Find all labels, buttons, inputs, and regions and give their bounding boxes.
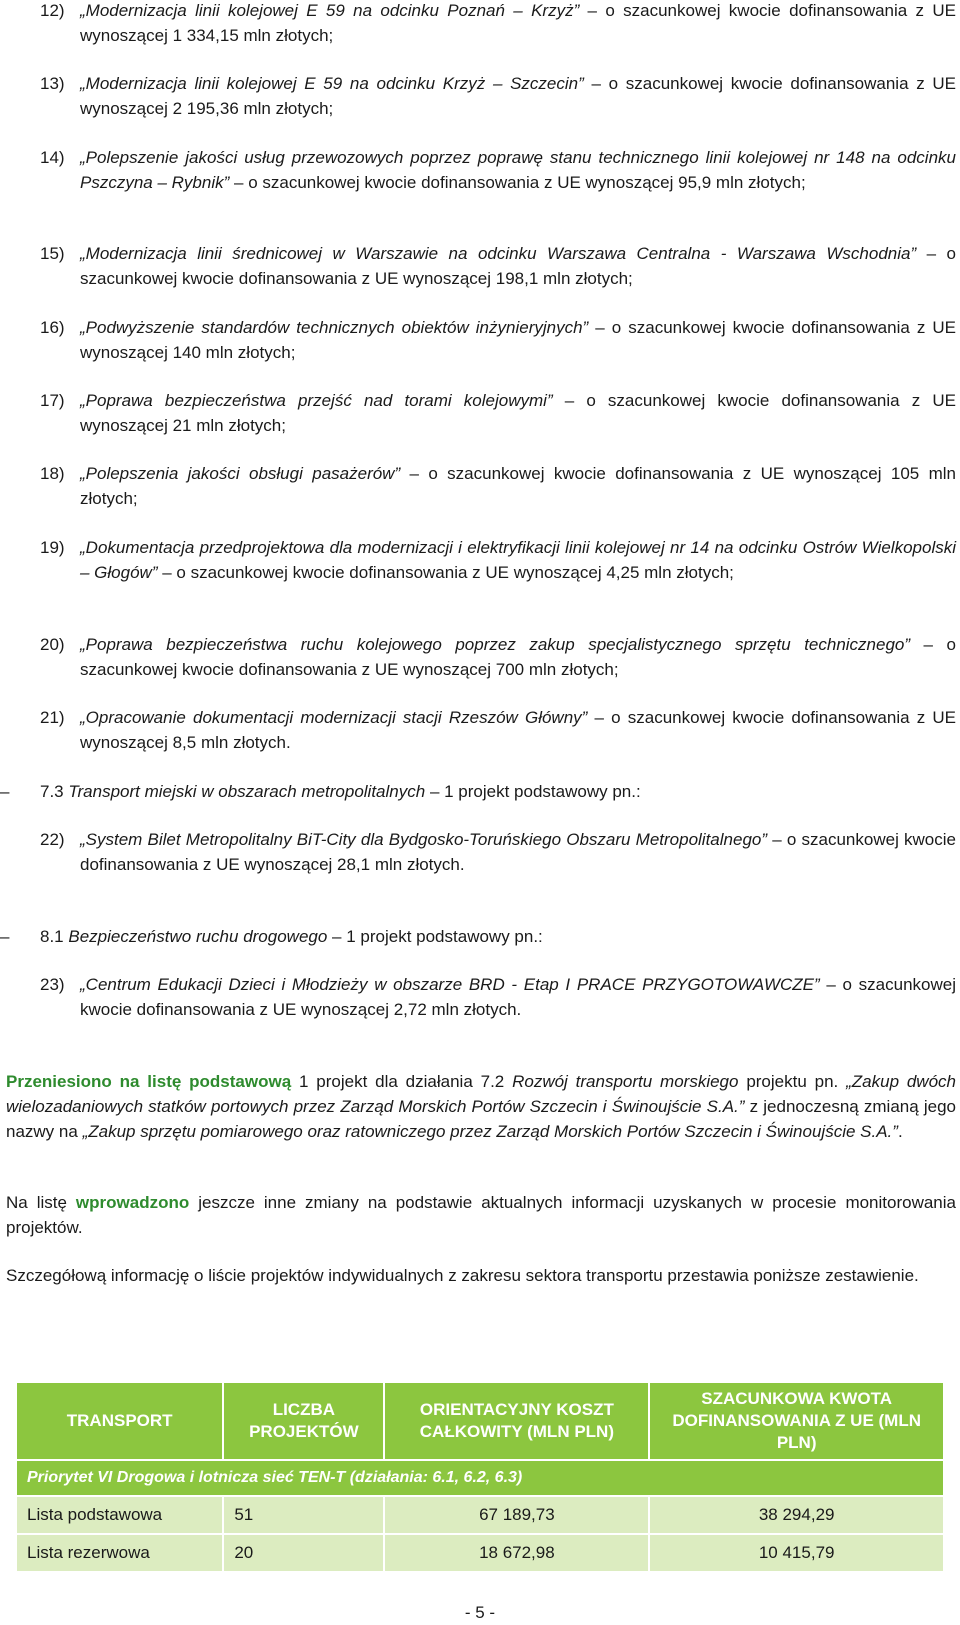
paragraph-moved-project: [6, 1069, 956, 1144]
header-transport: TRANSPORT: [16, 1382, 223, 1460]
paragraph-changes: [6, 1190, 956, 1240]
highlight-introduced: wprowadzono: [75, 1193, 190, 1212]
item-number: 23): [40, 975, 65, 994]
list-item: 23) „Centrum Edukacji Dzieci i Młodzieży w obszarze BRD - Etap I PRACE PRZYGOTOWAWCZE” – o szacunkowej kwocie dofinansowania z UE wynoszącej 2,72 mln złotych.: [40, 972, 956, 1022]
header-total-cost: ORIENTACYJNY KOSZT CAŁKOWITY (MLN PLN): [384, 1382, 649, 1460]
project-funding: o szacunkowej kwocie dofinansowania z UE wynoszącej 198,1 mln złotych;: [80, 244, 956, 288]
list-item: 19) „Dokumentacja przedprojektowa dla modernizacji i elektryfikacji linii kolejowej nr 14 na odcinku Ostrów Wielkopolski – Głogów” – o szacunkowej kwocie dofinansowania z UE wynoszącej 4,25 mln złotych;: [40, 535, 956, 585]
page-number: - 5 -: [464, 1603, 496, 1622]
table-row: [16, 1534, 944, 1572]
para-italic: „Zakup sprzętu pomiarowego oraz ratowniczego przez Zarząd Morskich Portów Szczecin i Świnoujście S.A.”: [82, 1122, 898, 1141]
section-code: 8.1: [40, 927, 64, 946]
item-number: 16): [40, 318, 65, 337]
cell-cost: 18 672,98: [384, 1534, 649, 1572]
para-text: jeszcze inne zmiany na podstawie aktualnych informacji uzyskanych w procesie monitorowania projektów.: [6, 1193, 956, 1237]
para-text: .: [897, 1122, 903, 1141]
list-item: 16) „Podwyższenie standardów technicznych obiektów inżynieryjnych” – o szacunkowej kwocie dofinansowania z UE wynoszącej 140 mln złotych;: [40, 315, 956, 365]
list-item: 17) „Poprawa bezpieczeństwa przejść nad torami kolejowymi” – o szacunkowej kwocie dofinansowania z UE wynoszącej 21 mln złotych;: [40, 388, 956, 438]
section-rest: – 1 projekt podstawowy pn.:: [429, 782, 641, 801]
para-text: Na listę: [6, 1193, 67, 1212]
project-title: „Podwyższenie standardów technicznych obiektów inżynieryjnych”: [80, 318, 589, 337]
header-project-count: LICZBA PROJEKTÓW: [223, 1382, 384, 1460]
table-row: [16, 1496, 944, 1534]
paragraph-summary-intro: Szczegółową informację o liście projektów indywidualnych z zakresu sektora transportu przestawia poniższe zestawienie.: [6, 1266, 919, 1285]
priority-row: [16, 1460, 944, 1496]
cell-list-name: Lista podstawowa: [16, 1496, 223, 1534]
item-number: 13): [40, 74, 65, 93]
project-funding: o szacunkowej kwocie dofinansowania z UE wynoszącej 2,72 mln złotych.: [80, 975, 956, 1019]
table-header-row: [16, 1382, 944, 1460]
project-funding: o szacunkowej kwocie dofinansowania z UE wynoszącej 4,25 mln złotych;: [176, 563, 734, 582]
project-title: „Modernizacja linii średnicowej w Warszawie na odcinku Warszawa Centralna - Warszawa Wschodnia”: [80, 244, 917, 263]
list-item: 20) „Poprawa bezpieczeństwa ruchu kolejowego poprzez zakup specjalistycznego sprzętu technicznego” – o szacunkowej kwocie dofinansowania z UE wynoszącej 700 mln złotych;: [40, 632, 956, 682]
project-funding: o szacunkowej kwocie dofinansowania z UE wynoszącej 140 mln złotych;: [80, 318, 957, 362]
list-item: 15) „Modernizacja linii średnicowej w Warszawie na odcinku Warszawa Centralna - Warszawa Wschodnia” – o szacunkowej kwocie dofinansowania z UE wynoszącej 198,1 mln złotych;: [40, 241, 956, 291]
item-number: 19): [40, 538, 65, 557]
cell-funding: 38 294,29: [649, 1496, 944, 1534]
list-item: 14) „Polepszenie jakości usług przewozowych poprzez poprawę stanu technicznego linii kolejowej nr 148 na odcinku Pszczyna – Rybnik” – o szacunkowej kwocie dofinansowania z UE wynoszącej 95,9 mln złotych;: [40, 145, 956, 195]
item-number: 12): [40, 1, 65, 20]
cell-funding: 10 415,79: [649, 1534, 944, 1572]
cell-cost: 67 189,73: [384, 1496, 649, 1534]
header-eu-funding: SZACUNKOWA KWOTA DOFINANSOWANIA Z UE (MLN PLN): [649, 1382, 944, 1460]
item-number: 20): [40, 635, 65, 654]
project-title: „Modernizacja linii kolejowej E 59 na odcinku Krzyż – Szczecin”: [80, 74, 584, 93]
item-number: 14): [40, 148, 65, 167]
project-title: „Modernizacja linii kolejowej E 59 na odcinku Poznań – Krzyż”: [80, 1, 580, 20]
section-heading-7-3: [0, 779, 956, 804]
section-heading-8-1: [0, 924, 956, 949]
para-italic: Rozwój transportu morskiego: [512, 1072, 739, 1091]
section-title: Bezpieczeństwo ruchu drogowego: [68, 927, 328, 946]
cell-list-name: Lista rezerwowa: [16, 1534, 223, 1572]
project-funding: o szacunkowej kwocie dofinansowania z UE wynoszącej 1 334,15 mln złotych;: [80, 1, 957, 45]
item-number: 21): [40, 708, 65, 727]
project-title: „System Bilet Metropolitalny BiT-City dla Bydgosko-Toruńskiego Obszaru Metropolitalnego”: [80, 830, 768, 849]
project-title: „Poprawa bezpieczeństwa przejść nad torami kolejowymi”: [80, 391, 553, 410]
dash-bullet: –: [0, 927, 10, 946]
item-number: 18): [40, 464, 65, 483]
project-title: „Opracowanie dokumentacji modernizacji stacji Rzeszów Główny”: [80, 708, 588, 727]
project-funding: o szacunkowej kwocie dofinansowania z UE wynoszącej 8,5 mln złotych.: [80, 708, 957, 752]
item-number: 15): [40, 244, 65, 263]
section-rest: – 1 projekt podstawowy pn.:: [332, 927, 543, 946]
para-italic: „Zakup dwóch wielozadaniowych statków portowych przez Zarząd Morskich Portów Szczecin i Świnoujście S.A.”: [6, 1072, 956, 1116]
project-funding: o szacunkowej kwocie dofinansowania z UE wynoszącej 700 mln złotych;: [80, 635, 956, 679]
para-text: projektu pn.: [746, 1072, 839, 1091]
item-number: 17): [40, 391, 65, 410]
project-title: „Polepszenia jakości obsługi pasażerów”: [80, 464, 401, 483]
list-item: 22) „System Bilet Metropolitalny BiT-City dla Bydgosko-Toruńskiego Obszaru Metropolitalnego” – o szacunkowej kwocie dofinansowania z UE wynoszącej 28,1 mln złotych.: [40, 827, 956, 877]
project-title: „Polepszenie jakości usług przewozowych poprzez poprawę stanu technicznego linii kolejowej nr 148 na odcinku Pszczyna – Rybnik”: [80, 148, 956, 192]
cell-count: 51: [223, 1496, 384, 1534]
project-title: „Dokumentacja przedprojektowa dla modernizacji i elektryfikacji linii kolejowej nr 14 na odcinku Ostrów Wielkopolski – Głogów”: [80, 538, 956, 582]
list-item: 12) „Modernizacja linii kolejowej E 59 na odcinku Poznań – Krzyż” – o szacunkowej kwocie dofinansowania z UE wynoszącej 1 334,15 mln złotych;: [40, 0, 956, 48]
para-text: 1 projekt dla działania 7.2: [299, 1072, 505, 1091]
item-number: 22): [40, 830, 65, 849]
para-text: z jednoczesną zmianą jego nazwy na: [6, 1097, 956, 1141]
project-funding: o szacunkowej kwocie dofinansowania z UE wynoszącej 28,1 mln złotych.: [80, 830, 956, 874]
project-funding: o szacunkowej kwocie dofinansowania z UE wynoszącej 95,9 mln złotych;: [248, 173, 806, 192]
dash-bullet: –: [0, 782, 10, 801]
cell-count: 20: [223, 1534, 384, 1572]
section-title: Transport miejski w obszarach metropolitalnych: [68, 782, 426, 801]
highlight-moved: Przeniesiono na listę podstawową: [6, 1072, 292, 1091]
project-funding: o szacunkowej kwocie dofinansowania z UE wynoszącej 21 mln złotych;: [80, 391, 956, 435]
summary-table: [16, 1382, 944, 1572]
priority-label: Priorytet VI Drogowa i lotnicza sieć TEN-T (działania: 6.1, 6.2, 6.3): [16, 1460, 944, 1496]
list-item: 13) „Modernizacja linii kolejowej E 59 na odcinku Krzyż – Szczecin” – o szacunkowej kwocie dofinansowania z UE wynoszącej 2 195,36 mln złotych;: [40, 71, 956, 121]
project-title: „Centrum Edukacji Dzieci i Młodzieży w obszarze BRD - Etap I PRACE PRZYGOTOWAWCZE”: [80, 975, 820, 994]
project-title: „Poprawa bezpieczeństwa ruchu kolejowego poprzez zakup specjalistycznego sprzętu technicznego”: [80, 635, 911, 654]
project-funding: o szacunkowej kwocie dofinansowania z UE wynoszącej 2 195,36 mln złotych;: [80, 74, 957, 118]
section-code: 7.3: [40, 782, 64, 801]
list-item: 18) „Polepszenia jakości obsługi pasażerów” – o szacunkowej kwocie dofinansowania z UE wynoszącej 105 mln złotych;: [40, 461, 956, 511]
project-funding: o szacunkowej kwocie dofinansowania z UE wynoszącej 105 mln złotych;: [80, 464, 956, 508]
list-item: 21) „Opracowanie dokumentacji modernizacji stacji Rzeszów Główny” – o szacunkowej kwocie dofinansowania z UE wynoszącej 8,5 mln złotych.: [40, 705, 956, 755]
